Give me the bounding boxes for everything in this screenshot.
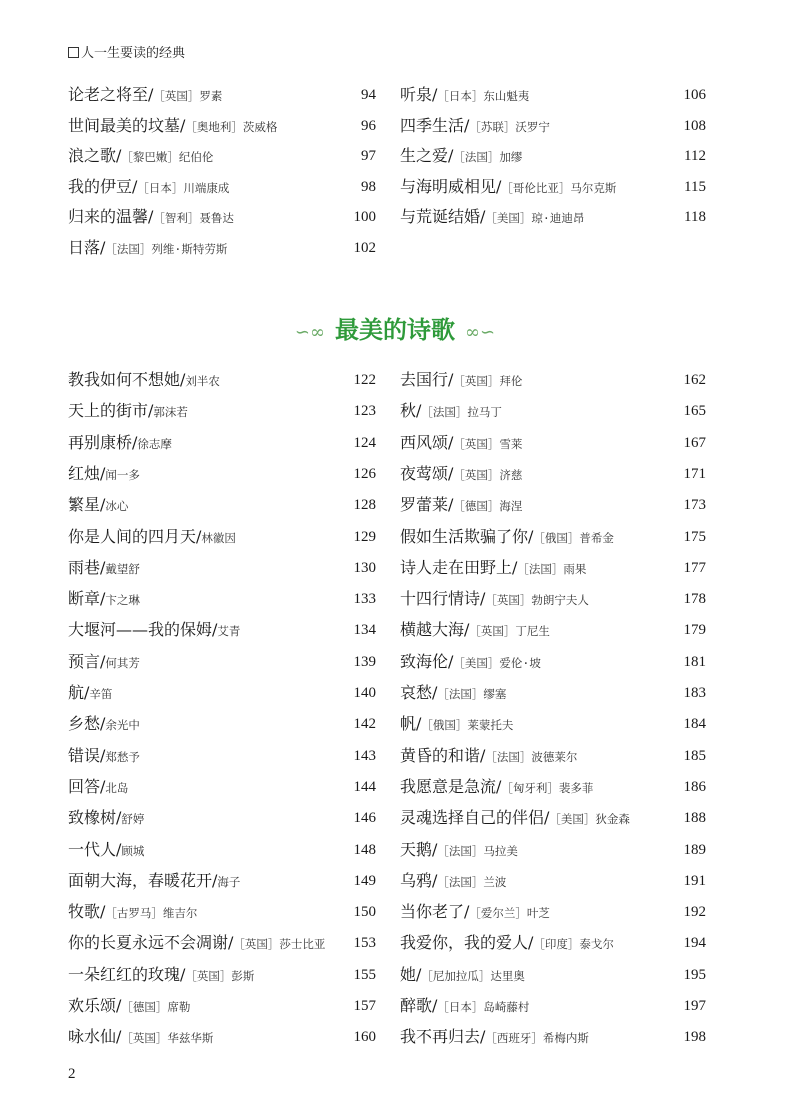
toc-entry [68, 588, 376, 610]
entry-title: 日落/ [68, 238, 106, 257]
entry-title: 帆/ [400, 714, 422, 734]
toc-entry [400, 901, 706, 923]
entry-title: 牧歌/ [68, 902, 106, 922]
entry-page-number: 96 [361, 117, 376, 134]
toc-entry [400, 776, 706, 798]
toc-entry [400, 206, 706, 228]
entry-author: 林徽因 [201, 530, 236, 545]
entry-page-number: 181 [683, 653, 706, 670]
toc-entry [400, 839, 706, 861]
square-icon [68, 47, 79, 58]
entry-page-number: 102 [353, 240, 376, 256]
toc-entry [68, 84, 376, 106]
entry-title: 大堰河——我的保姆/ [68, 620, 218, 640]
entry-author: ［法国］拉马丁 [421, 405, 502, 420]
toc-entry [400, 964, 706, 986]
entry-page-number: 112 [684, 148, 706, 165]
entry-page-number: 129 [353, 528, 376, 545]
entry-page-number: 191 [683, 872, 706, 889]
entry-title: 横越大海/ [400, 620, 470, 640]
entry-author: 艾青 [217, 624, 241, 639]
toc-entry [400, 651, 706, 673]
entry-author: 郭沫若 [153, 405, 188, 420]
entry-author: ［美国］爱伦·坡 [453, 655, 541, 670]
entry-title: 当你老了/ [400, 902, 470, 922]
entry-title: 罗蕾莱/ [400, 495, 454, 515]
entry-title: 回答/ [68, 776, 106, 796]
entry-author: ［奥地利］茨威格 [185, 119, 278, 134]
entry-page-number: 97 [361, 148, 376, 165]
toc-entry [68, 176, 376, 198]
entry-page-number: 148 [353, 841, 376, 858]
entry-page-number: 198 [683, 1029, 706, 1046]
toc-entry [68, 115, 376, 137]
toc-entry [68, 682, 376, 704]
entry-author: ［苏联］沃罗宁 [469, 119, 550, 134]
entry-title: 雨巷/ [68, 557, 106, 577]
entry-author: ［俄国］普希金 [533, 530, 614, 545]
entry-title: 一代人/ [68, 839, 122, 859]
entry-author: 冰心 [105, 499, 129, 514]
entry-author: ［哥伦比亚］马尔克斯 [501, 180, 617, 195]
entry-title: 世间最美的坟墓/ [68, 115, 186, 135]
entry-title: 四季生活/ [400, 115, 470, 135]
entry-title: 夜莺颂/ [400, 463, 454, 483]
entry-title: 西风颂/ [400, 432, 454, 452]
entry-title: 致海伦/ [400, 651, 454, 671]
entry-title: 你是人间的四月天/ [68, 526, 202, 546]
entry-author: ［德国］海涅 [453, 499, 523, 514]
entry-page-number: 123 [353, 403, 376, 420]
entry-title: 致橡树/ [68, 808, 122, 828]
toc-entry [400, 713, 706, 735]
entry-page-number: 124 [353, 434, 376, 451]
entry-page-number: 115 [684, 178, 706, 195]
toc-entry [68, 932, 376, 954]
toc-entry [68, 494, 376, 516]
entry-title: 醉歌/ [400, 996, 438, 1015]
entry-page-number: 118 [684, 209, 706, 226]
entry-page-number: 153 [353, 935, 376, 952]
entry-author: ［英国］彭斯 [185, 968, 255, 983]
toc-entry [68, 237, 376, 259]
entry-author: ［古罗马］维吉尔 [105, 906, 198, 921]
toc-entry [68, 1026, 376, 1048]
toc-entry [68, 651, 376, 673]
entry-page-number: 142 [353, 716, 376, 733]
entry-author: 余光中 [105, 718, 140, 733]
entry-author: ［法国］马拉美 [437, 843, 518, 858]
toc-entry [68, 776, 376, 798]
entry-page-number: 165 [683, 403, 706, 420]
entry-page-number: 146 [353, 810, 376, 827]
entry-author: ［英国］华兹华斯 [121, 1031, 214, 1046]
entry-page-number: 133 [353, 591, 376, 608]
entry-title: 我不再归去/ [400, 1027, 486, 1047]
entry-title: 与荒诞结婚/ [400, 207, 486, 227]
entry-author: 卞之琳 [105, 593, 140, 608]
toc-entry [400, 619, 706, 641]
entry-page-number: 195 [683, 966, 706, 983]
entry-title: 黄昏的和谐/ [400, 745, 486, 765]
entry-author: 北岛 [105, 780, 129, 795]
toc-entry [400, 526, 706, 548]
entry-title: 十四行情诗/ [400, 589, 486, 609]
entry-title: 一朵红红的玫瑰/ [68, 964, 186, 984]
entry-title: 我愿意是急流/ [400, 776, 502, 796]
entry-title: 预言/ [68, 651, 106, 671]
entry-title: 咏水仙/ [68, 1027, 122, 1047]
toc-entry [68, 432, 376, 454]
entry-title: 她/ [400, 964, 422, 984]
entry-page-number: 173 [683, 497, 706, 514]
entry-author: 辛笛 [89, 687, 113, 701]
entry-author: ［爱尔兰］叶芝 [469, 906, 550, 921]
entry-author: ［俄国］莱蒙托夫 [421, 718, 514, 733]
entry-author: ［黎巴嫩］纪伯伦 [121, 150, 214, 165]
entry-author: ［法国］兰波 [437, 874, 507, 889]
entry-author: ［美国］琼·迪迪昂 [485, 211, 585, 226]
entry-title: 我爱你，我的爱人/ [400, 933, 534, 953]
entry-page-number: 106 [683, 87, 706, 103]
entry-page-number: 134 [353, 622, 376, 639]
entry-page-number: 143 [353, 747, 376, 764]
entry-title: 假如生活欺骗了你/ [400, 526, 534, 546]
toc-entry [400, 682, 706, 704]
entry-title: 哀愁/ [400, 683, 438, 702]
entry-author: 海子 [217, 874, 241, 889]
section-title: 最美的诗歌 [335, 315, 455, 344]
entry-page-number: 144 [353, 778, 376, 795]
entry-author: 闻一多 [105, 467, 140, 482]
toc-entry [400, 1026, 706, 1048]
entry-author: ［英国］济慈 [453, 467, 523, 482]
entry-title: 欢乐颂/ [68, 996, 122, 1015]
toc-entry [68, 400, 376, 422]
entry-title: 错误/ [68, 745, 106, 765]
entry-author: ［日本］岛崎藤村 [437, 1000, 530, 1014]
entry-title: 浪之歌/ [68, 146, 122, 166]
entry-title: 生之爱/ [400, 146, 454, 166]
entry-page-number: 189 [683, 841, 706, 858]
entry-page-number: 155 [353, 966, 376, 983]
toc-entry [400, 588, 706, 610]
entry-page-number: 122 [353, 372, 376, 388]
toc-entry [68, 995, 376, 1017]
entry-title: 归来的温馨/ [68, 207, 154, 227]
toc-entry [400, 369, 706, 391]
toc-entry [68, 557, 376, 579]
ornament-left-icon: ∽∞ [294, 322, 325, 343]
entry-author: ［法国］雨果 [517, 561, 587, 576]
toc-entry [400, 870, 706, 892]
entry-author: ［英国］拜伦 [453, 374, 523, 388]
entry-author: ［西班牙］希梅内斯 [485, 1031, 589, 1046]
entry-title: 天上的街市/ [68, 401, 154, 421]
entry-author: 郑愁予 [105, 749, 140, 764]
entry-page-number: 186 [683, 778, 706, 795]
toc-entry [400, 494, 706, 516]
toc-entry [68, 369, 376, 391]
entry-page-number: 149 [353, 872, 376, 889]
entry-page-number: 179 [683, 622, 706, 639]
entry-title: 航/ [68, 683, 90, 702]
entry-page-number: 188 [683, 810, 706, 827]
entry-page-number: 150 [353, 904, 376, 921]
entry-author: 刘半农 [185, 374, 220, 388]
entry-page-number: 184 [683, 716, 706, 733]
entry-author: ［英国］勃朗宁夫人 [485, 593, 589, 608]
toc-entry [68, 901, 376, 923]
entry-title: 灵魂选择自己的伴侣/ [400, 808, 550, 828]
entry-page-number: 100 [353, 209, 376, 226]
entry-page-number: 167 [683, 434, 706, 451]
entry-page-number: 192 [683, 904, 706, 921]
entry-title: 断章/ [68, 589, 106, 609]
section-heading [0, 310, 790, 345]
toc-entry [68, 145, 376, 167]
entry-page-number: 126 [353, 465, 376, 482]
toc-entry [400, 807, 706, 829]
entry-page-number: 108 [683, 117, 706, 134]
entry-page-number: 183 [683, 685, 706, 701]
toc-entry [400, 145, 706, 167]
entry-author: ［法国］缪塞 [437, 687, 507, 701]
header-text: 人一生要读的经典 [81, 46, 186, 61]
entry-page-number: 160 [353, 1029, 376, 1046]
entry-page-number: 162 [683, 372, 706, 388]
entry-author: ［英国］丁尼生 [469, 624, 550, 639]
entry-title: 论老之将至/ [68, 85, 154, 104]
toc-entry [400, 557, 706, 579]
entry-author: ［日本］东山魁夷 [437, 89, 530, 103]
entry-author: ［智利］聂鲁达 [153, 211, 234, 226]
entry-author: 戴望舒 [105, 561, 140, 576]
entry-title: 乌鸦/ [400, 870, 438, 890]
entry-author: ［尼加拉瓜］达里奥 [421, 968, 525, 983]
entry-page-number: 139 [353, 653, 376, 670]
entry-page-number: 98 [361, 178, 376, 195]
entry-author: 舒婷 [121, 812, 145, 827]
entry-author: ［法国］波德莱尔 [485, 749, 578, 764]
entry-author: ［匈牙利］裴多菲 [501, 780, 594, 795]
entry-author: ［英国］罗素 [153, 89, 223, 103]
entry-page-number: 128 [353, 497, 376, 514]
entry-title: 再别康桥/ [68, 432, 138, 452]
entry-title: 教我如何不想她/ [68, 370, 186, 389]
entry-page-number: 140 [353, 685, 376, 701]
entry-page-number: 175 [683, 528, 706, 545]
entry-title: 与海明威相见/ [400, 176, 502, 196]
entry-author: ［法国］加缪 [453, 150, 523, 165]
entry-title: 去国行/ [400, 370, 454, 389]
entry-page-number: 194 [683, 935, 706, 952]
entry-title: 我的伊豆/ [68, 176, 138, 196]
entry-page-number: 197 [683, 998, 706, 1014]
toc-entry [400, 432, 706, 454]
entry-author: 顾城 [121, 843, 145, 858]
toc-entry [400, 115, 706, 137]
entry-title: 天鹅/ [400, 839, 438, 859]
entry-author: 何其芳 [105, 655, 140, 670]
entry-page-number: 157 [353, 998, 376, 1014]
entry-page-number: 177 [683, 559, 706, 576]
entry-author: 徐志摩 [137, 436, 172, 451]
entry-author: ［日本］川端康成 [137, 180, 230, 195]
entry-page-number: 185 [683, 747, 706, 764]
entry-title: 乡愁/ [68, 714, 106, 734]
entry-title: 诗人走在田野上/ [400, 557, 518, 577]
entry-author: ［印度］泰戈尔 [533, 937, 614, 952]
page-number: 2 [68, 1066, 76, 1082]
toc-entry [68, 713, 376, 735]
toc-entry [400, 932, 706, 954]
entry-author: ［英国］雪莱 [453, 436, 523, 451]
toc-entry [68, 463, 376, 485]
toc-entry [400, 84, 706, 106]
ornament-right-icon: ∞∽ [465, 322, 496, 343]
entry-page-number: 178 [683, 591, 706, 608]
toc-entry [400, 463, 706, 485]
entry-title: 秋/ [400, 401, 422, 421]
entry-author: ［英国］莎士比亚 [233, 937, 326, 952]
entry-page-number: 171 [683, 465, 706, 482]
toc-entry [68, 619, 376, 641]
entry-title: 你的长夏永远不会凋谢/ [68, 933, 234, 953]
toc-entry [400, 995, 706, 1017]
entry-title: 红烛/ [68, 463, 106, 483]
entry-author: ［德国］席勒 [121, 1000, 191, 1014]
entry-page-number: 130 [353, 559, 376, 576]
toc-entry [68, 839, 376, 861]
toc-entry [68, 870, 376, 892]
entry-title: 听泉/ [400, 85, 438, 104]
toc-entry [68, 206, 376, 228]
toc-entry [68, 964, 376, 986]
entry-page-number: 94 [361, 87, 376, 103]
entry-title: 繁星/ [68, 495, 106, 515]
entry-author: ［美国］狄金森 [549, 812, 630, 827]
toc-entry [400, 745, 706, 767]
toc-entry [68, 807, 376, 829]
toc-entry [68, 745, 376, 767]
toc-entry [68, 526, 376, 548]
entry-title: 面朝大海，春暖花开/ [68, 870, 218, 890]
toc-entry [400, 176, 706, 198]
toc-entry [400, 400, 706, 422]
entry-author: ［法国］列维·斯特劳斯 [105, 242, 228, 256]
running-header [68, 42, 185, 61]
